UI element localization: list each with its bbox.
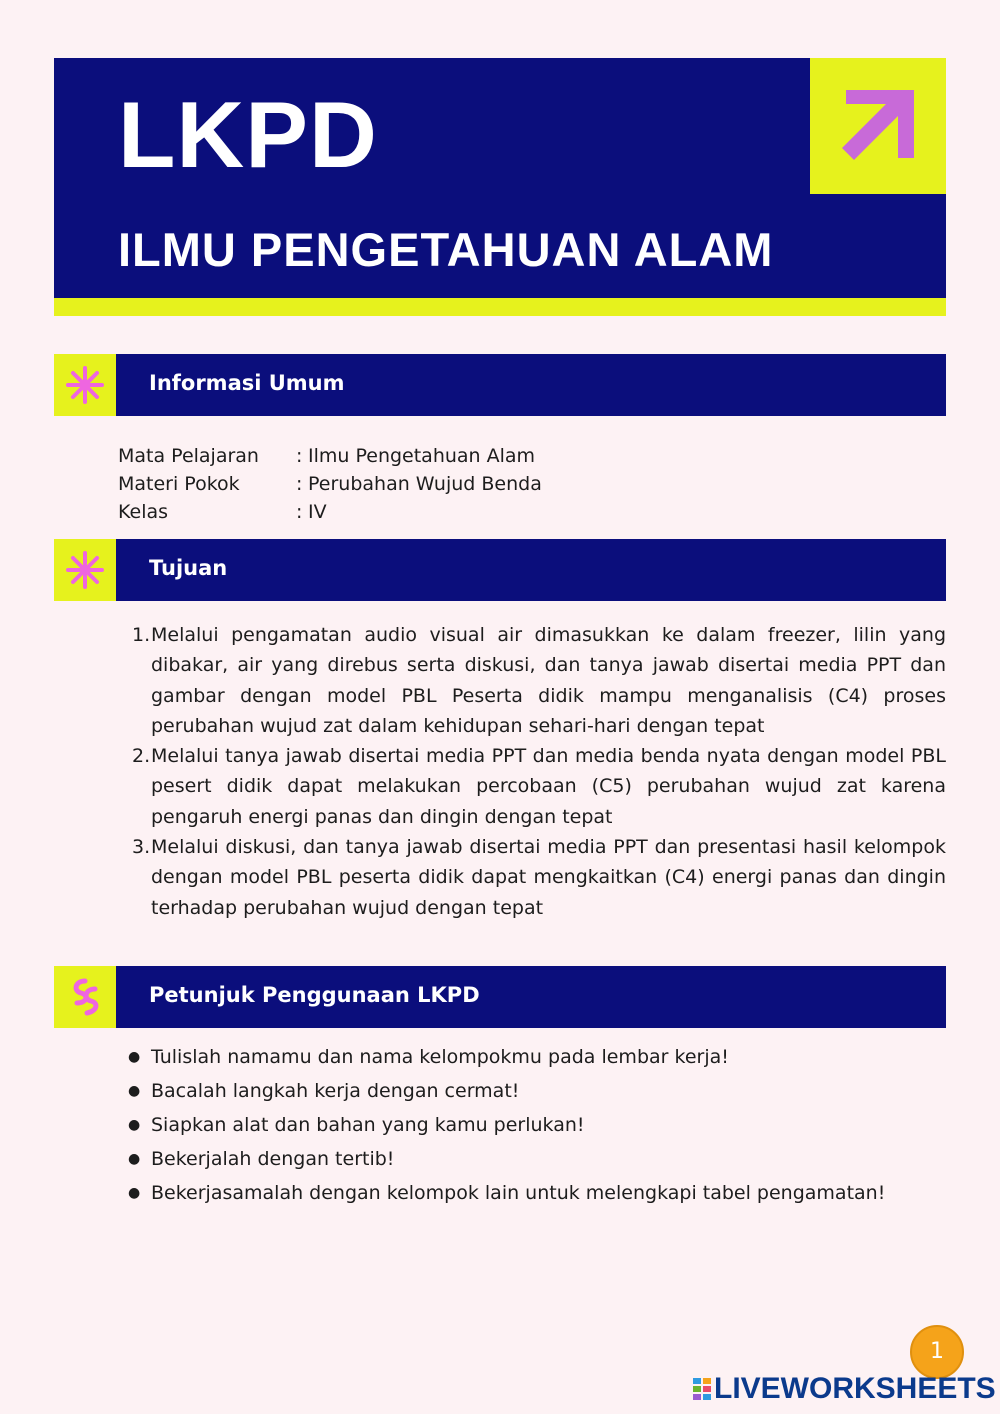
info-section-header	[116, 354, 946, 416]
list-text: Melalui pengamatan audio visual air dimasukkan ke dalam freezer, lilin yang dibakar, air yang direbus serta diskusi, dan tanya jawab disertai media PPT dan gambar dengan model PBL Peserta didik mampu menganalisis (C4) proses perubahan wujud zat dalam kehidupan sehari-hari dengan tepat	[151, 624, 946, 737]
info-label: Kelas	[118, 501, 169, 523]
petunjuk-section-title: Petunjuk Penggunaan LKPD	[149, 983, 480, 1007]
info-separator: :	[296, 473, 303, 495]
info-row	[118, 470, 542, 498]
bullet-icon: ●	[128, 1049, 141, 1065]
list-item	[128, 1176, 968, 1210]
header-accent-bar	[54, 298, 946, 316]
asterisk-flower-icon	[65, 365, 105, 405]
tujuan-section-icon	[54, 539, 116, 601]
page-subtitle: ILMU PENGETAHUAN ALAM	[118, 223, 774, 276]
tujuan-section-title: Tujuan	[149, 556, 228, 580]
info-value: Perubahan Wujud Benda	[308, 473, 542, 495]
page-number-badge: 1	[910, 1325, 964, 1379]
liveworksheets-brand[interactable]	[692, 1374, 996, 1404]
info-section-icon	[54, 354, 116, 416]
asterisk-flower-icon	[65, 550, 105, 590]
info-value: Ilmu Pengetahuan Alam	[308, 445, 536, 467]
list-text: Melalui diskusi, dan tanya jawab disertai media PPT dan presentasi hasil kelompok dengan model PBL peserta didik dapat mengkaitkan (C4) energi panas dan dingin terhadap perubahan wujud dengan tepat	[151, 836, 946, 919]
petunjuk-section-icon	[54, 966, 116, 1028]
list-text: Tulislah namamu dan nama kelompokmu pada lembar kerja!	[151, 1046, 729, 1068]
bullet-icon: ●	[128, 1117, 141, 1133]
list-number: 3.	[132, 836, 151, 859]
tujuan-section-header	[116, 539, 946, 601]
list-item	[128, 1142, 968, 1176]
list-text: Bacalah langkah kerja dengan cermat!	[151, 1080, 520, 1102]
list-number: 2.	[132, 745, 151, 768]
info-value: IV	[308, 501, 327, 523]
brand-name: LIVEWORKSHEETS	[714, 1372, 996, 1405]
arrow-badge	[810, 58, 946, 194]
info-section-title: Informasi Umum	[149, 371, 345, 395]
list-item	[132, 741, 946, 832]
arrow-up-right-icon	[838, 86, 918, 166]
liveworksheets-logo-icon	[692, 1376, 712, 1402]
list-item	[132, 620, 946, 741]
list-item	[128, 1040, 968, 1074]
swirl-s-icon	[65, 977, 105, 1017]
petunjuk-section-header	[116, 966, 946, 1028]
list-text: Bekerjasamalah dengan kelompok lain untuk melengkapi tabel pengamatan!	[151, 1182, 886, 1204]
list-item	[128, 1074, 968, 1108]
tujuan-list	[132, 620, 946, 923]
info-separator: :	[296, 501, 303, 523]
info-label: Materi Pokok	[118, 473, 240, 495]
info-label: Mata Pelajaran	[118, 445, 259, 467]
list-text: Bekerjalah dengan tertib!	[151, 1148, 395, 1170]
petunjuk-list	[128, 1040, 968, 1210]
info-table	[118, 442, 542, 526]
info-separator: :	[296, 445, 303, 467]
bullet-icon: ●	[128, 1151, 141, 1167]
info-row	[118, 442, 542, 470]
bullet-icon: ●	[128, 1185, 141, 1201]
list-text: Siapkan alat dan bahan yang kamu perlukan!	[151, 1114, 585, 1136]
list-text: Melalui tanya jawab disertai media PPT dan media benda nyata dengan model PBL pesert didik dapat melakukan percobaan (C5) perubahan wujud zat karena pengaruh energi panas dan dingin dengan tepat	[151, 745, 946, 828]
list-item	[132, 832, 946, 923]
info-row	[118, 498, 542, 526]
list-item	[128, 1108, 968, 1142]
bullet-icon: ●	[128, 1083, 141, 1099]
list-number: 1.	[132, 624, 151, 646]
page-title: LKPD	[118, 82, 378, 187]
